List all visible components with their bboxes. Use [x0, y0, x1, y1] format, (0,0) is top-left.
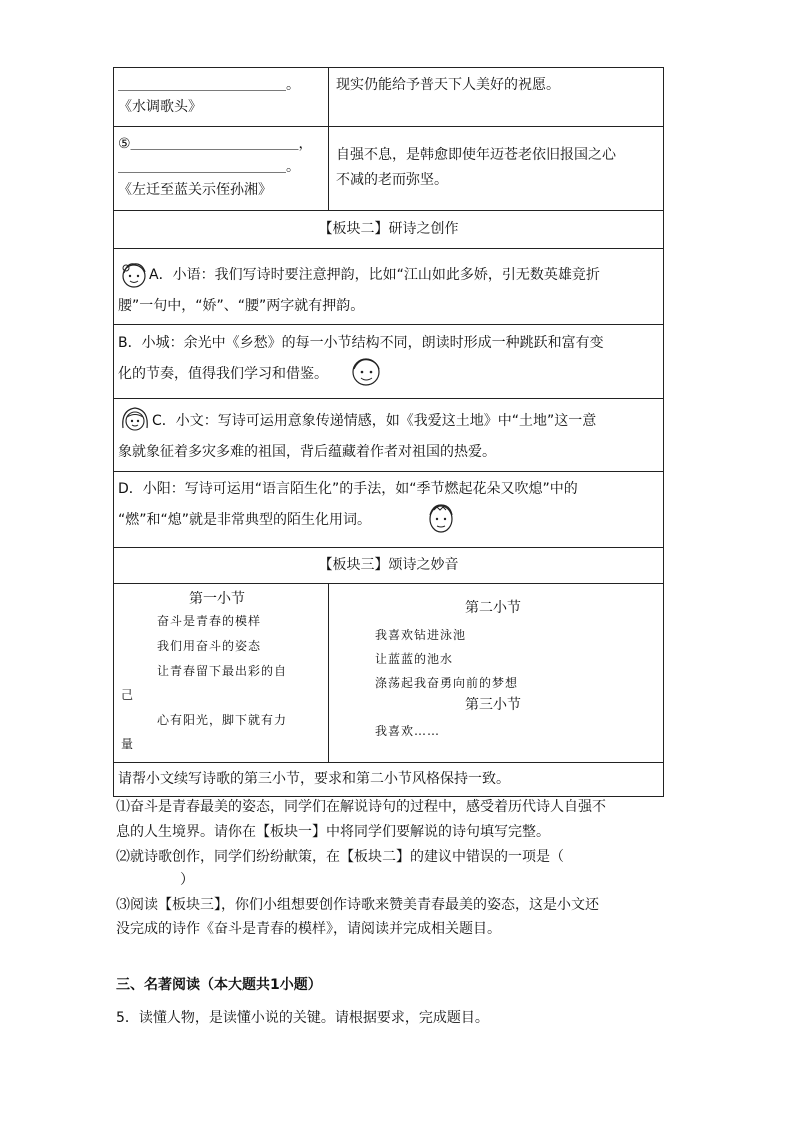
table-row-divider: [113, 248, 664, 249]
table-row-divider: [113, 126, 664, 127]
poem-line[interactable]: 我喜欢……: [375, 724, 441, 738]
table-border-left: [113, 67, 114, 797]
activity-table: [113, 67, 664, 797]
poem-line: 心有阳光，脚下就有力: [157, 713, 288, 727]
suggestion-c[interactable]: C．小文：写诗可运用意象传递情感，如《我爱这土地》中“土地”这一意: [152, 413, 597, 429]
poem-line: 量: [121, 737, 135, 751]
poem-source: 《水调歌头》: [118, 99, 202, 115]
boy-face-icon: [349, 355, 383, 389]
blank-line[interactable]: ⑤＿＿＿＿＿＿＿＿＿＿＿＿，: [118, 136, 313, 152]
suggestion-a-cont: 腰”一句中，“娇”、“腰”两字就有押韵。: [118, 298, 365, 314]
poem-line: 奋斗是青春的模样: [157, 614, 262, 628]
suggestion-b-cont: 化的节奏，值得我们学习和借鉴。: [118, 366, 328, 382]
poem-line: 让蓝蓝的池水: [375, 652, 454, 666]
answer-blank[interactable]: ）: [180, 872, 194, 888]
task-instruction: 请帮小文续写诗歌的第三小节，要求和第二小节风格保持一致。: [118, 771, 510, 787]
table-row-divider: [113, 324, 664, 325]
explanation-text: 不减的老而弥坚。: [336, 172, 448, 188]
boy-face-icon: [425, 501, 457, 535]
question-5: 5．读懂人物，是读懂小说的关键。请根据要求，完成题目。: [116, 1010, 489, 1026]
table-col-divider: [328, 583, 329, 762]
poem-section-title: 第三小节: [465, 697, 521, 713]
poem-line: 让青春留下最出彩的自: [157, 664, 288, 678]
table-row-divider: [113, 210, 664, 211]
question-1-cont: 息的人生境界。请你在【板块一】中将同学们要解说的诗句填写完整。: [116, 824, 550, 840]
table-row-divider: [113, 547, 664, 548]
suggestion-b[interactable]: B．小城：余光中《乡愁》的每一小节结构不同，朗读时形成一种跳跃和富有变: [118, 335, 604, 351]
explanation-text: 现实仍能给予普天下人美好的祝愿。: [336, 77, 560, 93]
girl-face-icon: [119, 404, 151, 436]
poem-section-title: 第二小节: [465, 600, 521, 616]
question-3: ⑶阅读【板块三】，你们小组想要创作诗歌来赞美青春最美的姿态，这是小文还: [116, 897, 599, 913]
poem-line: 己: [121, 688, 135, 702]
poem-section-title: 第一小节: [189, 591, 245, 607]
suggestion-a[interactable]: A．小语：我们写诗时要注意押韵，比如“江山如此多娇，引无数英雄竞折: [149, 267, 600, 283]
question-3-cont: 没完成的诗作《奋斗是青春的模样》，请阅读并完成相关题目。: [116, 921, 501, 937]
suggestion-c-cont: 象就象征着多灾多难的祖国，背后蕴藏着作者对祖国的热爱。: [118, 444, 496, 460]
table-row-divider: [113, 398, 664, 399]
blank-line[interactable]: ＿＿＿＿＿＿＿＿＿＿＿＿。: [118, 159, 300, 175]
girl-face-icon: [119, 260, 149, 290]
poem-line: 涤荡起我奋勇向前的梦想: [375, 676, 519, 690]
explanation-text: 自强不息，是韩愈即使年迈苍老依旧报国之心: [336, 147, 616, 163]
table-row-divider: [113, 583, 664, 584]
question-2: ⑵就诗歌创作，同学们纷纷献策，在【板块二】的建议中错误的一项是（: [116, 849, 564, 865]
table-row-divider: [113, 471, 664, 472]
suggestion-d-cont: “燃”和“熄”就是非常典型的陌生化用词。: [118, 512, 372, 528]
block3-title: 【板块三】颂诗之妙音: [318, 557, 459, 573]
blank-line[interactable]: ＿＿＿＿＿＿＿＿＿＿＿＿。: [118, 77, 300, 93]
table-border-right: [663, 67, 664, 797]
question-1: ⑴奋斗是青春最美的姿态，同学们在解说诗句的过程中，感受着历代诗人自强不: [116, 799, 606, 815]
section-heading: 三、名著阅读（本大题共1小题）: [116, 977, 322, 993]
poem-line: 我喜欢钻进泳池: [375, 628, 467, 642]
block2-title: 【板块二】研诗之创作: [318, 221, 459, 237]
table-col-divider: [328, 67, 329, 210]
poem-source: 《左迁至蓝关示侄孙湘》: [118, 182, 272, 198]
table-border-top: [113, 67, 664, 68]
poem-line: 我们用奋斗的姿态: [157, 639, 262, 653]
table-row-divider: [113, 762, 664, 763]
suggestion-d[interactable]: D．小阳：写诗可运用“语言陌生化”的手法，如“季节燃起花朵又吹熄”中的: [118, 481, 578, 497]
